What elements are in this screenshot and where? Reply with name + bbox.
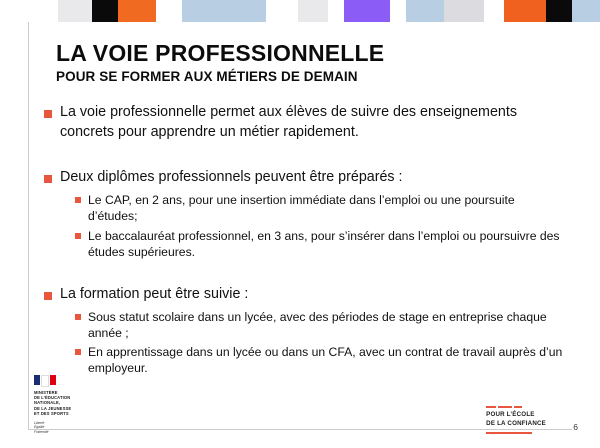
color-bar-segment (92, 0, 118, 22)
bullet-square-icon (75, 349, 81, 355)
bullet-square-icon (44, 110, 52, 118)
color-bar-segment (572, 0, 600, 22)
title-block (56, 42, 556, 84)
page-title: LA VOIE PROFESSIONNELLE (56, 40, 385, 66)
list-item-level2 (75, 309, 564, 341)
bullet-square-icon (75, 314, 81, 320)
spacer (44, 146, 564, 168)
content-list (44, 103, 564, 380)
color-bar-segment (344, 0, 390, 22)
color-bar-segment (444, 0, 484, 22)
list-item-level1 (44, 168, 564, 188)
color-bar-segment (266, 0, 298, 22)
ministry-logo (34, 375, 154, 434)
color-bar-segment (328, 0, 344, 22)
sublist (44, 309, 564, 377)
list-item-level1-label: La voie professionnelle permet aux élèves de suivre des enseignements concrets pour apprendre un métier rapidement. (60, 104, 517, 140)
list-item-level2-label: En apprentissage dans un lycée ou dans un CFA, avec un contrat de travail auprès d’un employeur. (88, 345, 563, 376)
republic-motto (34, 421, 154, 434)
color-bar-segment (156, 0, 182, 22)
ministry-name-line: DE L’ÉDUCATION (34, 394, 71, 400)
bullet-square-icon (75, 197, 81, 203)
left-vertical-rule (28, 22, 29, 430)
flag-stripe (34, 375, 40, 385)
sublist (44, 192, 564, 260)
decorative-top-color-bar (0, 0, 600, 22)
bullet-square-icon (44, 292, 52, 300)
color-bar-segment (182, 0, 266, 22)
list-item-level1 (44, 285, 564, 305)
french-flag-icon (34, 375, 154, 387)
list-item-level1-label: Deux diplômes professionnels peuvent être préparés : (60, 169, 403, 186)
campaign-line-1: POUR L’ÉCOLE (486, 411, 535, 419)
campaign-bar (514, 406, 522, 408)
ministry-name (34, 390, 154, 417)
page-number: 6 (573, 422, 578, 432)
color-bar-segment (406, 0, 444, 22)
ministry-name-line: NATIONALE, (34, 400, 61, 406)
campaign-underline (486, 432, 532, 434)
flag-stripe (41, 375, 49, 387)
list-item-level2-label: Le CAP, en 2 ans, pour une insertion immédiate dans l’emploi ou une poursuite d’études; (88, 193, 515, 224)
color-bar-segment (0, 0, 58, 22)
color-bar-segment (546, 0, 572, 22)
motto-line: Liberté (34, 420, 45, 425)
list-item-level2-label: Sous statut scolaire dans un lycée, avec des périodes de stage en entreprise chaque année ; (88, 309, 547, 340)
color-bar-segment (118, 0, 156, 22)
campaign-logo (486, 406, 546, 434)
list-item-level1 (44, 103, 564, 142)
color-bar-segment (58, 0, 92, 22)
color-bar-segment (504, 0, 546, 22)
ministry-name-line: MINISTÈRE (34, 389, 58, 395)
spacer (44, 263, 564, 285)
bullet-square-icon (44, 175, 52, 183)
campaign-line-2: DE LA CONFIANCE (486, 420, 546, 428)
page-subtitle: POUR SE FORMER AUX MÉTIERS DE DEMAIN (56, 68, 358, 84)
campaign-bar (486, 406, 496, 408)
motto-line: Fraternité (34, 429, 49, 434)
list-item-level2 (75, 228, 564, 260)
list-item-level2 (75, 344, 564, 376)
list-item-level2 (75, 192, 564, 224)
campaign-bar (498, 406, 512, 408)
campaign-bars-icon (486, 406, 546, 408)
color-bar-segment (298, 0, 328, 22)
list-item-level2-label: Le baccalauréat professionnel, en 3 ans, pour s’insérer dans l’emploi ou poursuivre des études supérieures. (88, 228, 560, 259)
bullet-square-icon (75, 233, 81, 239)
list-item-level1-label: La formation peut être suivie : (60, 286, 249, 303)
ministry-name-line: ET DES SPORTS (34, 411, 69, 417)
color-bar-segment (390, 0, 406, 22)
motto-line: Égalité (34, 425, 45, 430)
color-bar-segment (484, 0, 504, 22)
flag-stripe (50, 375, 56, 385)
ministry-name-line: DE LA JEUNESSE (34, 405, 72, 411)
